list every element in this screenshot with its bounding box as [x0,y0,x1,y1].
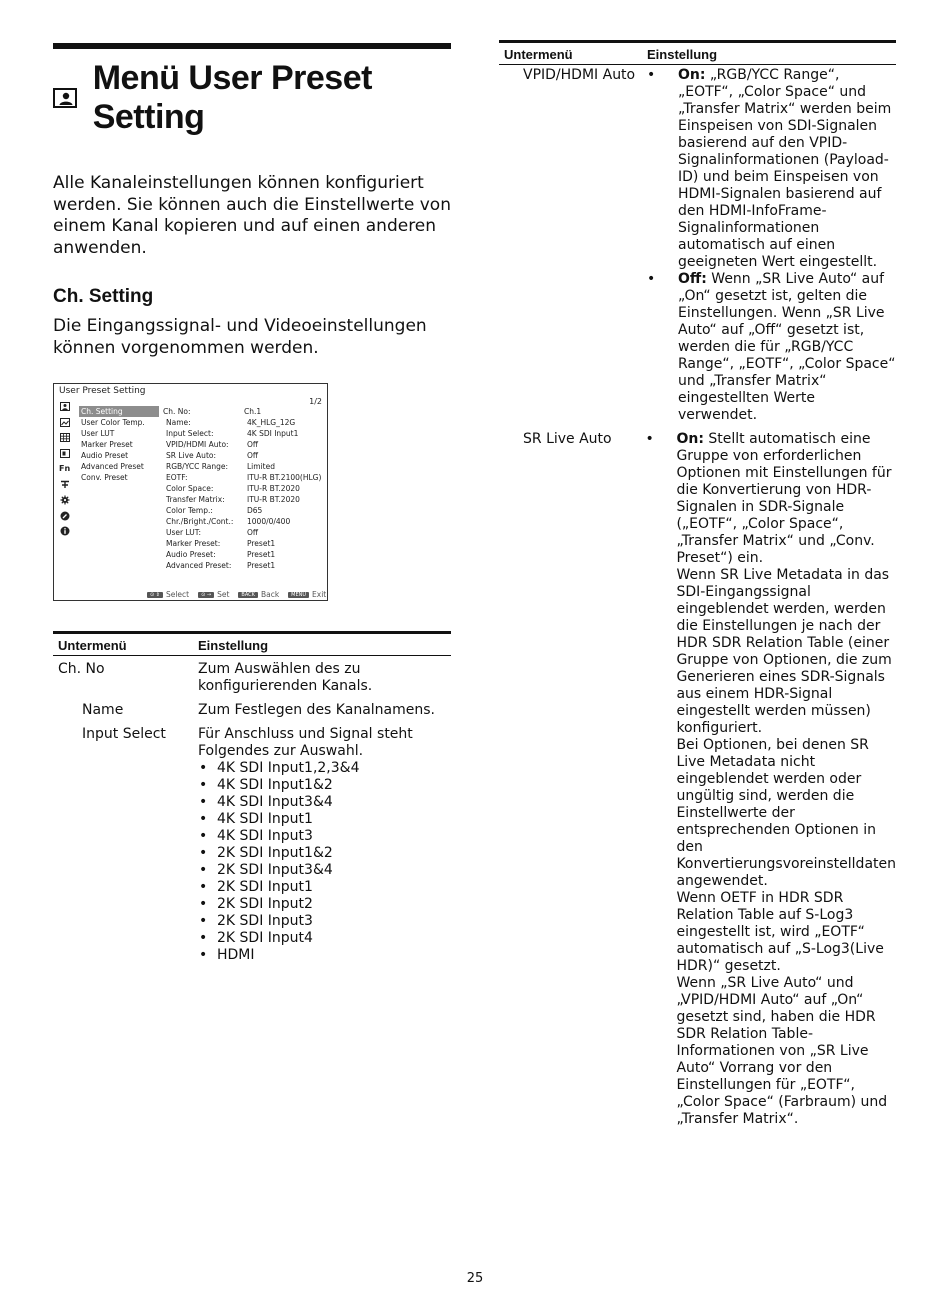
picture-icon [59,418,70,428]
gear-icon [59,495,70,505]
osd-key: Color Temp.: [166,506,213,515]
osd-value: 4K_HLG_12G [247,418,296,427]
option-text: „RGB/YCC Range“, „EOTF“, „Color Space“ und „Transfer Matrix“ werden beim Einspeisen von SDI-Signalen basierend auf den VPID-Signalinformationen (Payload-ID) und beim Einspeisen von HDMI-Signalen basierend auf den HDMI-InfoFrame-Signalinformationen automatisch auf einen geeigneten Wert eingestellt. [678,67,892,270]
select-key-icon: ⊙ ⇕ [147,592,163,598]
osd-value: 1000/0/400 [247,517,291,526]
option-label: On: [678,67,706,83]
table-row-name [53,702,451,719]
osd-menu-item[interactable]: Conv. Preset [81,473,128,482]
back-key-icon: BACK [238,592,258,598]
table-header [53,634,451,656]
osd-key: SR Live Auto: [166,451,216,460]
osd-row [163,450,321,461]
osd-screenshot [53,383,328,601]
list-item: • 2K SDI Input4 [198,930,451,947]
osd-row [163,538,321,549]
left-settings-table [53,631,451,964]
osd-row [163,505,321,516]
osd-menu-item[interactable]: Ch. Setting [79,406,159,417]
osd-value: Off [247,440,259,449]
paragraph: Wenn OETF in HDR SDR Relation Table auf S-Log3 eingestellt ist, wird „EOTF“ automatisch auf „S-Log3(Live HDR)“ gesetzt. [676,890,884,974]
option-label: Off: [678,271,707,287]
osd-value: Limited [247,462,275,471]
osd-key: Marker Preset: [166,539,221,548]
osd-value: ITU-R BT.2020 [247,495,300,504]
list-item: • 2K SDI Input3&4 [198,862,451,879]
osd-icon-bar [59,402,71,542]
list-item: • 4K SDI Input1,2,3&4 [198,760,451,777]
osd-value: 4K SDI Input1 [247,429,299,438]
fn-icon: Fn [59,464,71,473]
list-item: • 4K SDI Input1&2 [198,777,451,794]
list-item [645,431,896,1128]
title-rule [53,43,451,49]
osd-footer-select: ⊙ ⇕ Select [147,590,189,599]
osd-key: RGB/YCC Range: [166,462,229,471]
header-submenu: Untermenü [58,638,127,653]
osd-footer-back: BACK Back [238,590,279,599]
osd-value: D65 [247,506,263,515]
list-item: • 2K SDI Input3 [198,913,451,930]
osd-footer-set: ⊙ → Set [198,590,229,599]
osd-value: Preset1 [247,550,276,559]
table-row-sr-live-auto [499,431,896,1128]
row-value: Zum Auswählen des zu konfigurierenden Kanals. [198,661,373,694]
menu-key-icon: MENU [288,592,309,598]
left-column [53,40,451,964]
intro-text: Alle Kanaleinstellungen können konfiguriert werden. Sie können auch die Einstellwerte von einem Kanal kopieren und auf einen anderen anwenden. [53,173,451,258]
header-setting: Einstellung [198,638,269,653]
grid-icon [59,433,70,443]
osd-row [163,428,321,439]
list-item: • 2K SDI Input1 [198,879,451,896]
row-name: Input Select [82,726,166,742]
osd-value: Preset1 [247,561,276,570]
osd-title: User Preset Setting [59,386,146,396]
list-item: • 4K SDI Input1 [198,811,451,828]
osd-value: ITU-R BT.2100(HLG) [247,473,322,482]
osd-value: Preset1 [247,539,276,548]
option-label: On: [676,431,704,447]
section-text: Die Eingangssignal- und Videoeinstellungen können vorgenommen werden. [53,316,427,358]
osd-row [163,406,321,417]
film-icon [59,449,70,459]
osd-key: Advanced Preset: [166,561,232,570]
osd-row [163,560,321,571]
osd-footer-exit: MENU Exit [288,590,326,599]
row-value: Für Anschluss und Signal steht Folgendes zur Auswahl. [198,726,413,759]
row-name: SR Live Auto [523,431,612,447]
osd-key: Name: [166,418,191,427]
osd-settings-table [163,406,321,571]
paragraph: Wenn „SR Live Auto“ und „VPID/HDMI Auto“ auf „On“ gesetzt sind, haben die HDR SDR Relation Table-Informationen von „SR Live Auto“ Vorrang vor den Einstellungen für „EOTF“, „Color Space“ (Farbraum) und „Transfer Matrix“. [676,975,888,1127]
row-name: Name [82,702,124,718]
row-name: VPID/HDMI Auto [523,67,636,83]
osd-value: ITU-R BT.2020 [247,484,300,493]
osd-value: Off [247,451,259,460]
wrench-icon [59,511,70,521]
section-heading: Ch. Setting [53,286,154,307]
table-row-vpid-hdmi-auto [499,67,896,424]
list-item [647,271,896,424]
list-item [647,67,896,271]
page-title: Menü User Preset Setting [92,59,372,136]
osd-menu [79,406,159,483]
osd-value: Off [247,528,259,537]
osd-row [163,516,321,527]
osd-row [163,549,321,560]
list-item: • 2K SDI Input1&2 [198,845,451,862]
osd-key: Ch. No: [163,407,191,416]
paragraph: Wenn SR Live Metadata in das SDI-Eingangssignal eingeblendet werden, werden die Einstellungen je nach der HDR SDR Relation Table (einer Gruppe von Optionen, die zum Generieren eines SDR-Signals aus einem HDR-Signal eingestellt werden müssen) konfiguriert. [676,567,892,736]
osd-key: Input Select: [166,429,214,438]
paragraph: Bei Optionen, bei denen SR Live Metadata nicht eingeblendet werden oder ungültig sind, werden die Einstellwerte der entsprechenden Optionen in den Konvertierungsvoreinstelldaten angewendet. [676,737,896,889]
table-row-input-select [53,726,451,964]
osd-row [163,417,321,428]
right-column [499,40,896,1128]
page-number: 25 [466,1271,484,1286]
osd-menu-item[interactable]: Marker Preset [81,440,133,449]
osd-row [163,472,321,483]
input-options-list [198,760,451,964]
page-title-row [53,59,451,137]
osd-footer [147,590,326,599]
table-header [499,43,896,65]
osd-key: Color Space: [166,484,214,493]
info-icon [59,526,70,536]
table-row-ch-no [53,661,451,695]
osd-key: Transfer Matrix: [166,495,225,504]
set-key-icon: ⊙ → [198,592,214,598]
osd-key: EOTF: [166,473,188,482]
osd-row [163,461,321,472]
row-name: Ch. No [58,661,105,677]
list-item: • 4K SDI Input3&4 [198,794,451,811]
list-item: • 4K SDI Input3 [198,828,451,845]
osd-row [163,527,321,538]
osd-menu-item[interactable]: Audio Preset [81,451,129,460]
osd-menu-item[interactable]: User Color Temp. [81,418,145,427]
user-preset-icon [53,88,77,108]
osd-value: Ch.1 [244,407,262,416]
option-list [645,431,896,1128]
option-list [647,67,896,424]
osd-key: Audio Preset: [166,550,216,559]
osd-key: VPID/HDMI Auto: [166,440,229,449]
osd-row [163,439,321,450]
osd-menu-item[interactable]: User LUT [81,429,115,438]
osd-row [163,483,321,494]
option-text: Stellt automatisch eine Gruppe von erforderlichen Optionen mit Einstellungen für die Konvertierung von HDR-Signalen in SDR-Signale („EOTF“, „Color Space“, „Transfer Matrix“ und „Conv. Preset“) ein. [676,431,892,566]
osd-key: User LUT: [166,528,202,537]
row-value: Zum Festlegen des Kanalnamens. [198,702,435,718]
list-item: • 2K SDI Input2 [198,896,451,913]
osd-menu-item[interactable]: Advanced Preset [81,462,144,471]
osd-row [163,494,321,505]
header-setting: Einstellung [647,47,718,62]
osd-key: Chr./Bright./Cont.: [166,517,234,526]
osd-page-indicator: 1/2 [309,397,322,406]
tools-icon [59,480,70,490]
person-icon [59,402,70,412]
option-text: Wenn „SR Live Auto“ auf „On“ gesetzt ist, gelten die Einstellungen. Wenn „SR Live Auto“ auf „Off“ gesetzt ist, werden die für „RGB/YCC Range“, „EOTF“, „Color Space“ und „Transfer Matrix“ eingestellten Werte verwendet. [678,271,896,423]
header-submenu: Untermenü [504,47,573,62]
list-item: • HDMI [198,947,451,964]
